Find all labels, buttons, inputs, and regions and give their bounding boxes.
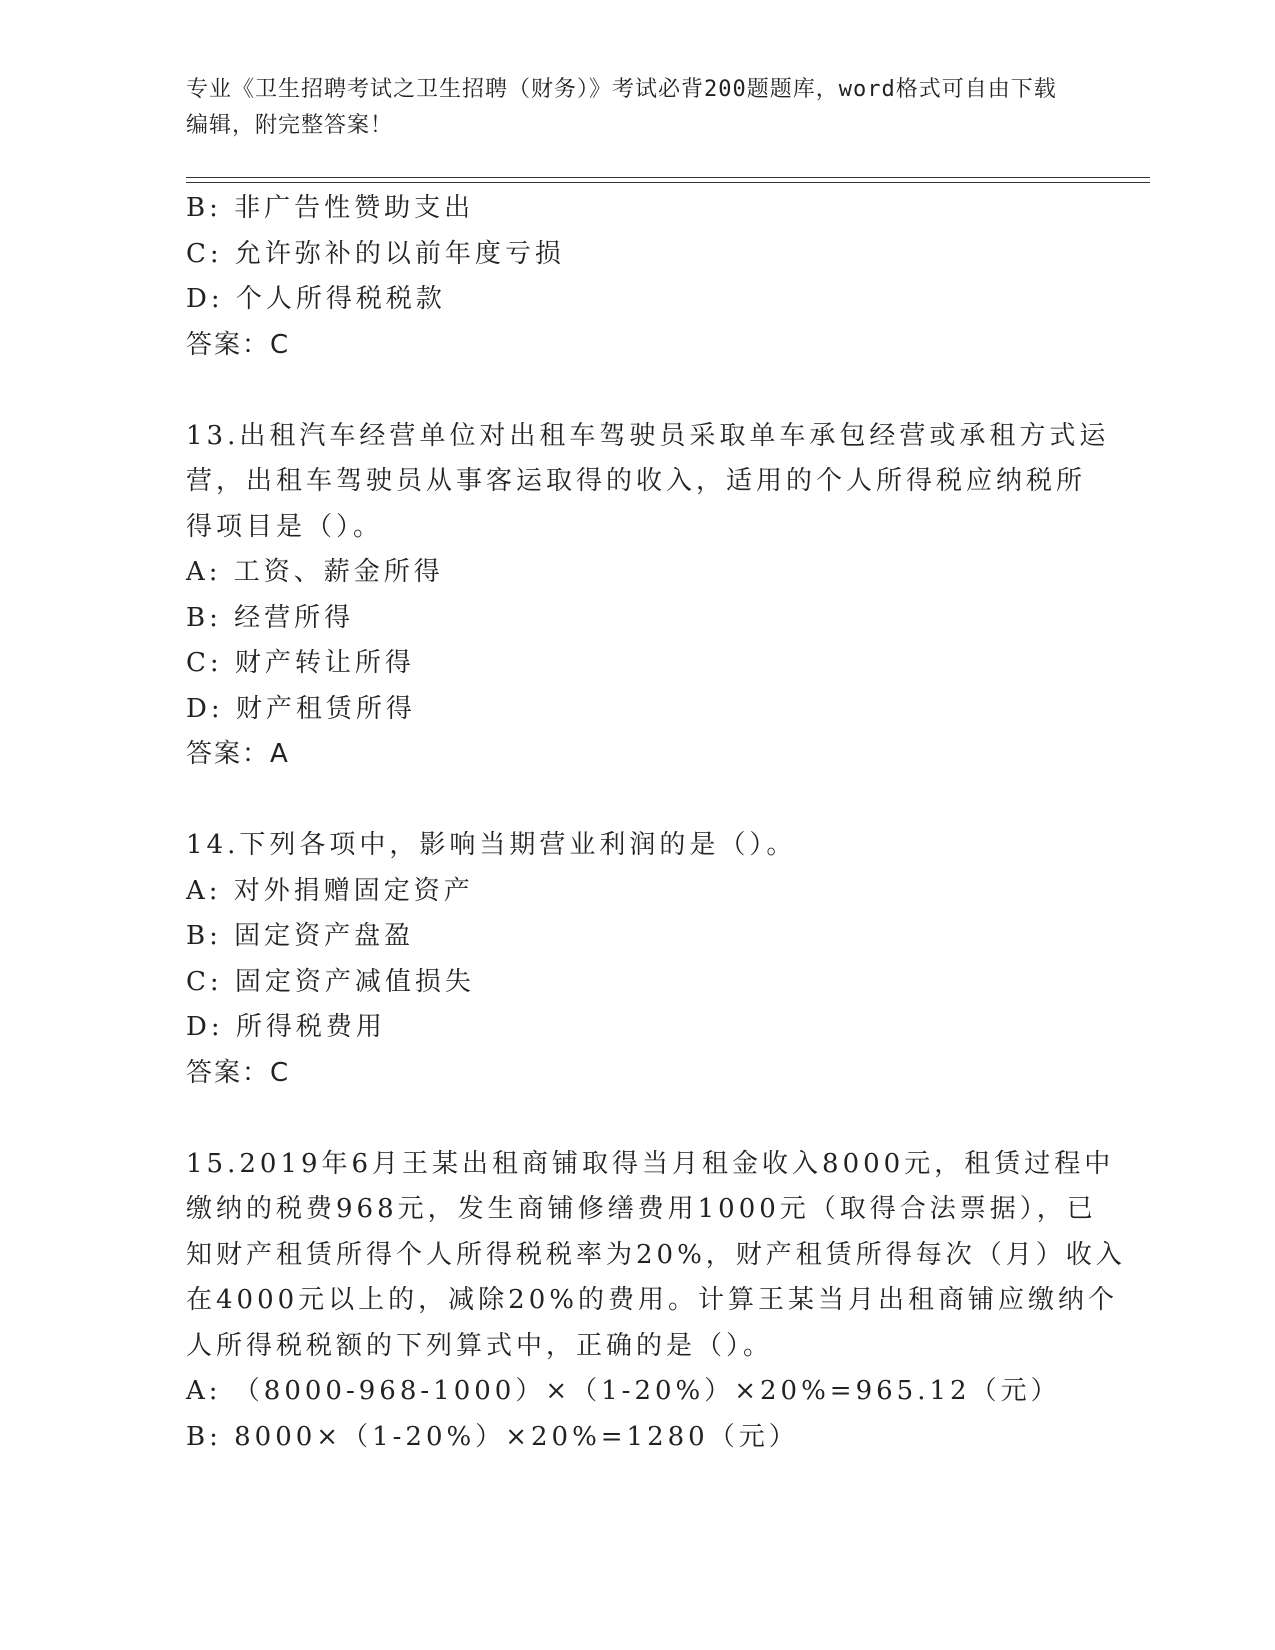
answer-line: 答案：C	[186, 329, 291, 360]
document-header: 专业《卫生招聘考试之卫生招聘（财务）》考试必背200题题库，word格式可自由下载编辑，附完整答案！	[186, 77, 1057, 138]
previous-question-block	[186, 186, 1076, 368]
option-d: D: 个人所得税税款	[186, 284, 446, 314]
answer-line: 答案：C	[186, 1057, 291, 1088]
answer-line: 答案：A	[186, 739, 290, 769]
option-b: B: 经营所得	[186, 602, 355, 633]
option-a: A: 对外捐赠固定资产	[186, 875, 474, 906]
option-b: B: 8000×（1-20%）×20%=1280（元）	[186, 1421, 799, 1452]
question-text-line: 13.出租汽车经营单位对出租车驾驶员采取单车承包经营或承租方式运	[186, 420, 1110, 451]
question-text-line: 知财产租赁所得个人所得税税率为20%，财产租赁所得每次（月）收入	[186, 1239, 1126, 1270]
option-b: B: 固定资产盘盈	[186, 921, 415, 951]
header-divider-bottom	[186, 182, 1150, 183]
option-c: C: 财产转让所得	[186, 648, 415, 678]
question-content	[186, 186, 1126, 1460]
question-text-line: 营，出租车驾驶员从事客运取得的收入，适用的个人所得税应纳税所	[186, 466, 1087, 496]
option-d: D: 财产租赁所得	[186, 693, 416, 724]
question-14-block	[186, 823, 1076, 1096]
question-text-line: 15.2019年6月王某出租商铺取得当月租金收入8000元，租赁过程中	[186, 1148, 1115, 1179]
spacer	[186, 1096, 1076, 1142]
option-a: A: 工资、薪金所得	[186, 557, 444, 587]
question-text-line: 缴纳的税费968元，发生商铺修缮费用1000元（取得合法票据），已	[186, 1194, 1097, 1224]
question-text-line: 14.下列各项中，影响当期营业利润的是（）。	[186, 830, 797, 860]
option-a: A: （8000-968-1000）×（1-20%）×20%=965.12（元）	[186, 1376, 1061, 1406]
question-text-line: 在4000元以上的，减除20%的费用。计算王某当月出租商铺应缴纳个	[186, 1285, 1118, 1315]
spacer	[186, 778, 1076, 824]
option-c: C: 允许弥补的以前年度亏损	[186, 238, 565, 269]
option-b: B: 非广告性赞助支出	[186, 193, 475, 223]
question-text-line: 得项目是（）。	[186, 511, 384, 542]
question-15-block	[186, 1142, 1126, 1461]
question-text-line: 人所得税税额的下列算式中，正确的是（）。	[186, 1330, 774, 1361]
spacer	[186, 368, 1076, 414]
option-c: C: 固定资产减值损失	[186, 966, 475, 997]
option-d: D: 所得税费用	[186, 1012, 386, 1042]
question-13-block	[186, 414, 1110, 778]
header-divider-top	[186, 177, 1150, 178]
